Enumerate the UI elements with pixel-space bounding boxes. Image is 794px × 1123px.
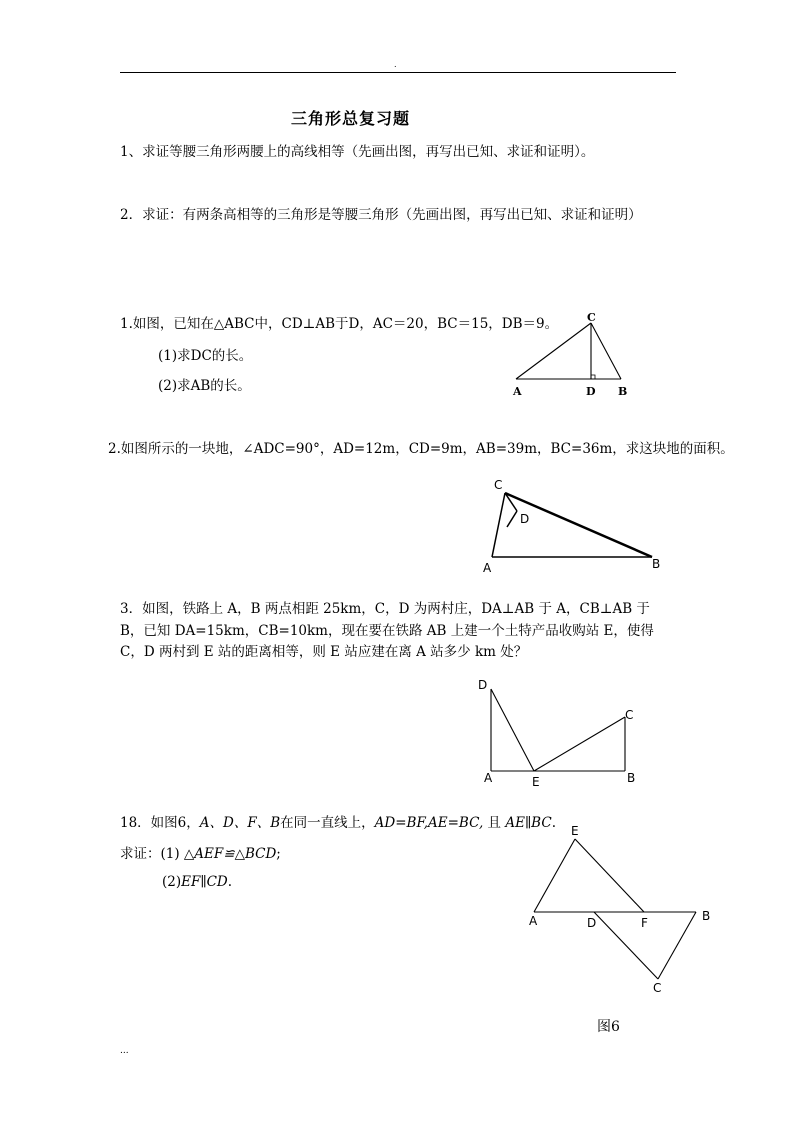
parallel-condition: AE∥BC <box>505 815 552 831</box>
problem-3-q1: (1)求DC的长。 <box>158 348 253 364</box>
problem-6-line-3 <box>162 874 232 890</box>
label-b: B <box>627 771 636 785</box>
problem-3-text: 1.如图，已知在△ABC中，CD⊥AB于D，AC＝20，BC＝15，DB＝9。 <box>120 316 559 332</box>
part-2-label: (2) <box>162 874 182 890</box>
problem-6-line-1 <box>120 811 556 831</box>
segment-ac <box>492 493 505 557</box>
label-b: B <box>618 385 628 398</box>
segment-de <box>491 689 534 771</box>
label-a: A <box>513 385 522 398</box>
problem-6-number: 18．如图6， <box>120 815 200 831</box>
problem-5-line-3: C，D 两村到 E 站的距离相等，则 E 站应建在离 A 站多少 km 处？ <box>120 644 528 660</box>
label-d: D <box>587 916 597 930</box>
footer-dots: ... <box>120 1046 129 1056</box>
label-e: E <box>532 775 540 789</box>
label-d: D <box>478 678 488 692</box>
period: . <box>551 815 556 831</box>
figure-land-plot <box>480 476 670 576</box>
label-f: F <box>641 916 648 930</box>
problem-5-line-2: B，已知 DA=15km，CB=10km，现在要在铁路 AB 上建一个土特产品收购站 E，使得 <box>120 623 654 639</box>
figure-railway <box>470 672 650 792</box>
segment-ae <box>534 839 575 912</box>
segment-ec <box>534 717 625 771</box>
problem-6-line-2 <box>120 842 281 862</box>
problem-3-q2: (2)求AB的长。 <box>158 378 251 394</box>
points-list: A、D、F、B <box>199 815 281 831</box>
header-dot: . <box>394 60 397 69</box>
label-b: B <box>702 909 711 923</box>
segment-da <box>507 511 517 527</box>
label-b: B <box>652 557 661 571</box>
label-c: C <box>587 311 596 324</box>
problem-5-line-1: 3．如图，铁路上 A，B 两点相距 25km，C，D 为两村庄，DA⊥AB 于 A，CB⊥AB 于 <box>120 601 650 617</box>
problem-1-text: 1、求证等腰三角形两腰上的高线相等（先画出图，再写出已知、求证和证明）。 <box>120 144 595 160</box>
problem-4-text: 2.如图所示的一块地，∠ADC=90°，AD=12m，CD=9m，AB=39m，BC=36m，求这块地的面积。 <box>108 441 734 457</box>
label-a: A <box>483 561 492 575</box>
segment-ef <box>575 839 644 912</box>
right-angle-mark <box>591 375 595 379</box>
prove-label: 求证：(1) <box>120 846 184 862</box>
and-text: 且 <box>483 815 506 831</box>
label-c: C <box>653 981 662 995</box>
label-a: A <box>529 914 538 928</box>
figure-6 <box>520 820 720 1000</box>
label-a: A <box>484 771 493 785</box>
period-2: . <box>227 874 233 890</box>
label-c: C <box>494 478 503 492</box>
figure-triangle-abc <box>500 310 640 400</box>
label-c: C <box>625 708 634 722</box>
parallel-statement: EF∥CD <box>181 874 228 890</box>
congruence-statement: △AEF≌△BCD <box>183 846 277 862</box>
segment-cd <box>594 912 658 979</box>
collinear-text: 在同一直线上， <box>280 815 375 831</box>
figure-6-caption: 图6 <box>597 1019 620 1035</box>
label-e: E <box>571 824 579 838</box>
header-rule <box>120 72 676 73</box>
segment-ac <box>516 323 591 379</box>
problem-2-text: 2．求证：有两条高相等的三角形是等腰三角形（先画出图，再写出已知、求证和证明） <box>120 207 642 223</box>
segment-bc <box>658 912 696 979</box>
page-title: 三角形总复习题 <box>291 109 411 128</box>
label-d: D <box>586 385 596 398</box>
semicolon: ; <box>276 846 281 862</box>
segment-cb <box>591 323 621 379</box>
label-d: D <box>520 512 530 526</box>
given-equalities: AD=BF,AE=BC, <box>374 815 484 831</box>
